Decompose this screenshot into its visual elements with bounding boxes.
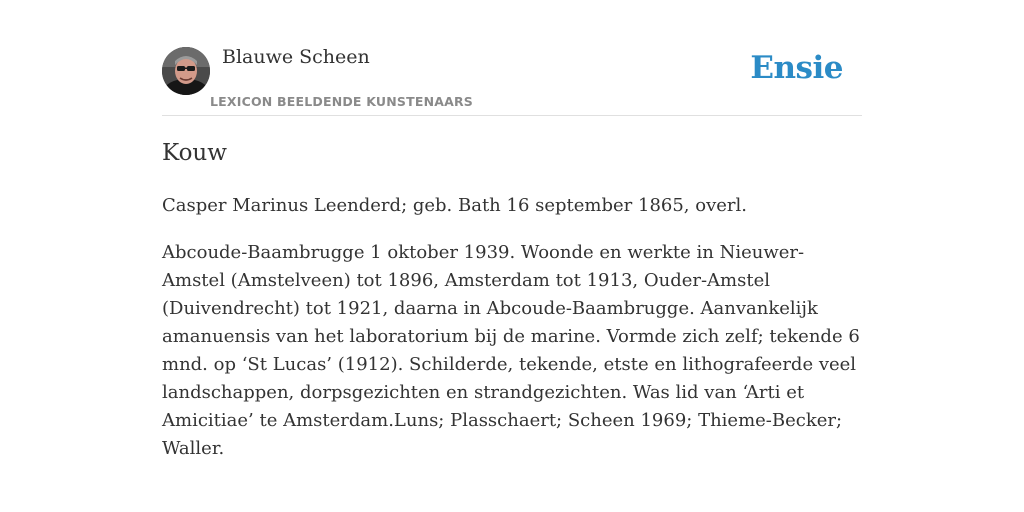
article-title: Kouw	[162, 140, 227, 166]
article-paragraph: Casper Marinus Leenderd; geb. Bath 16 september 1865, overl.	[162, 195, 747, 216]
article-header	[162, 0, 862, 116]
article-card	[162, 0, 862, 459]
brand-logo[interactable]: Ensie	[750, 50, 843, 86]
article-paragraph: Abcoude-Baambrugge 1 oktober 1939. Woonde en werkte in Nieuwer-Amstel (Amstelveen) tot 1896, Amsterdam tot 1913, Ouder-Amstel (Duivendrecht) tot 1921, daarna in Abcoude-Baambrugge. Aanvankelijk amanuensis van het laboratorium bij de marine. Vormde zich zelf; tekende 6 mnd. op ‘St Lucas’ (1912). Schilderde, tekende, etste en lithografeerde veel landschappen, dorpsgezichten en strandgezichten. Was lid van ‘Arti et Amicitiae’ te Amsterdam.Luns; Plasschaert; Scheen 1969; Thieme-Becker; Waller.	[162, 242, 860, 459]
author-name[interactable]: Blauwe Scheen	[222, 46, 370, 68]
avatar-photo-icon	[162, 47, 210, 95]
author-avatar[interactable]	[162, 47, 210, 95]
collection-label[interactable]: LEXICON BEELDENDE KUNSTENAARS	[210, 94, 474, 109]
